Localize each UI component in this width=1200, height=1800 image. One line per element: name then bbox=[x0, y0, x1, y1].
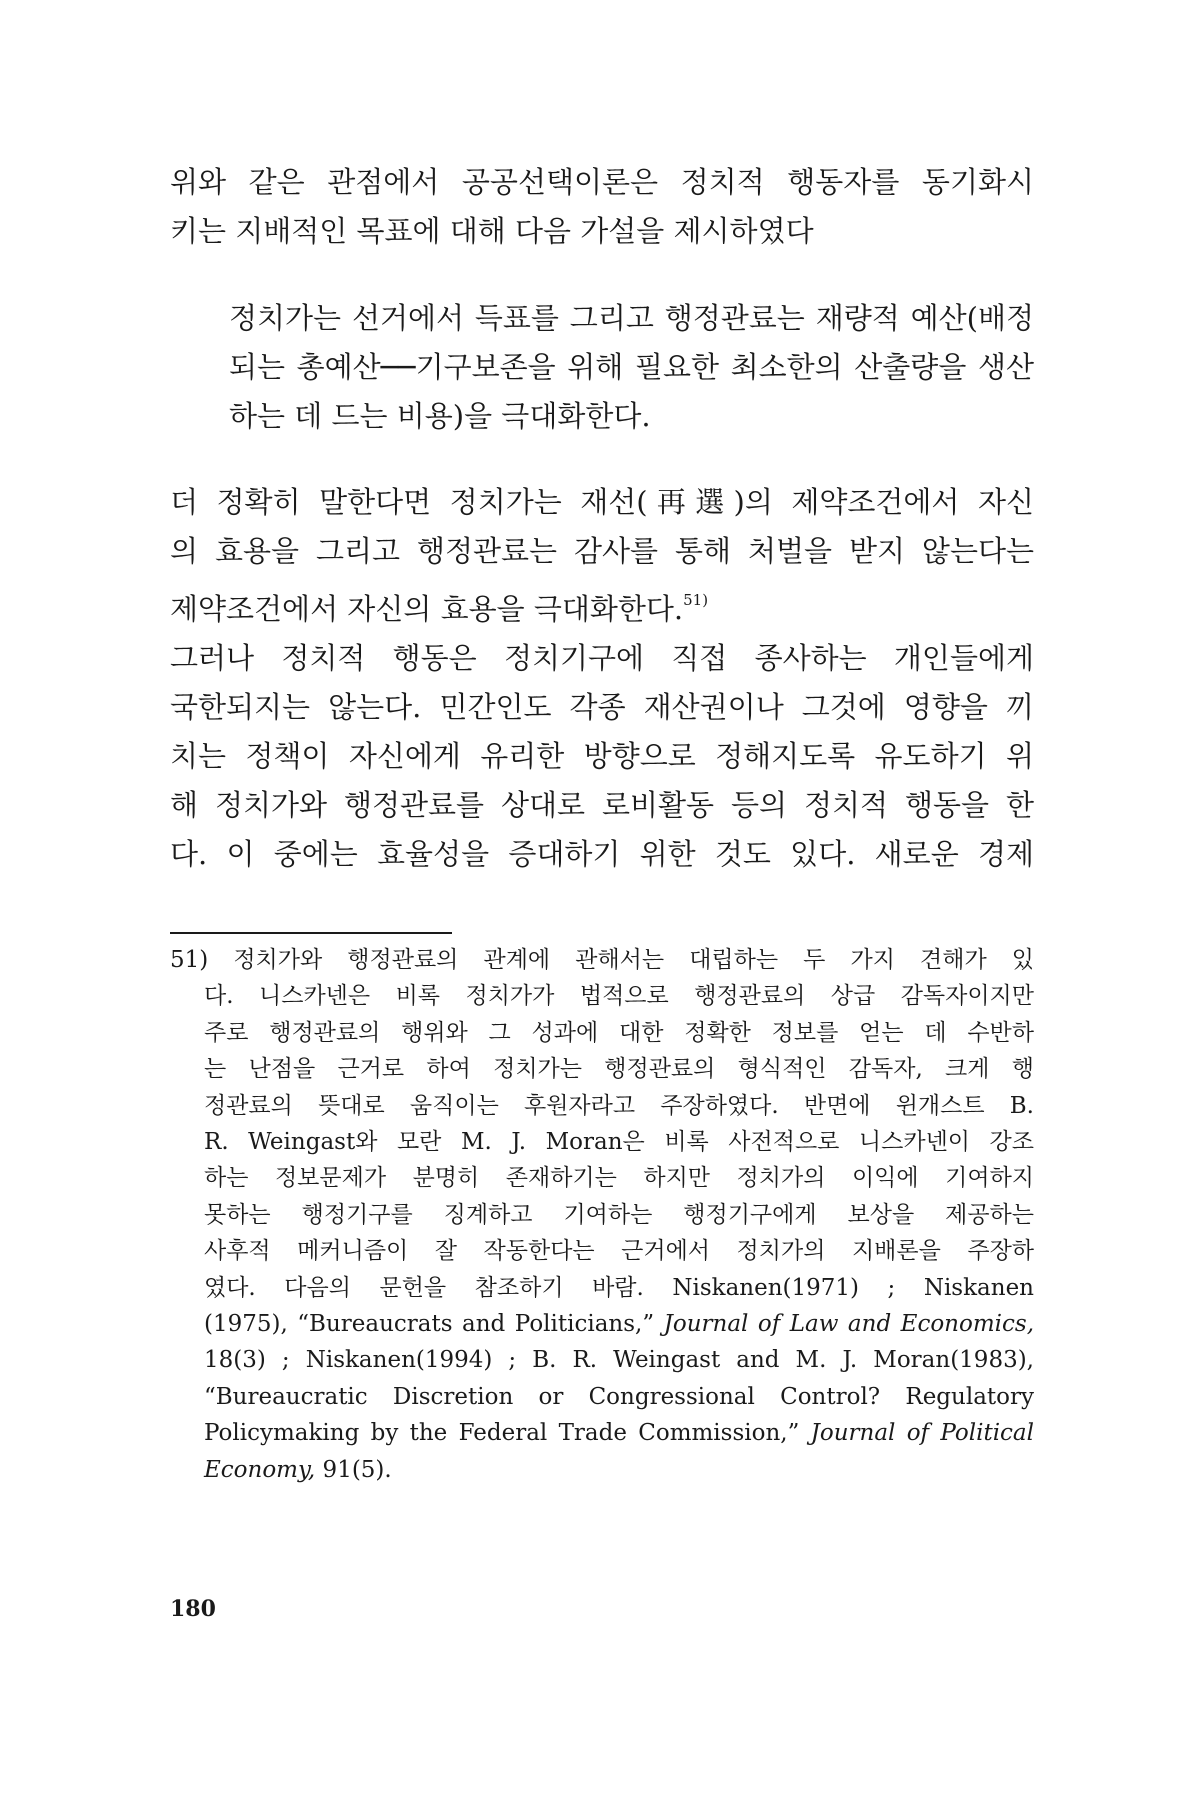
footnote-line: 주로 행정관료의 행위와 그 성과에 대한 정확한 정보를 얻는 데 수반하 bbox=[204, 1019, 1034, 1046]
paragraph-political-action bbox=[170, 634, 1034, 879]
journal-title: Journal of Political bbox=[810, 1420, 1034, 1447]
footnote-line bbox=[170, 1415, 1034, 1451]
footnote-line: 하는 정보문제가 분명히 존재하기는 하지만 정치가의 이익에 기여하지 bbox=[204, 1165, 1034, 1192]
footnote-line bbox=[170, 1452, 1034, 1488]
footnote-line: 사후적 메커니즘이 잘 작동한다는 근거에서 정치가의 지배론을 주장하 bbox=[204, 1238, 1034, 1265]
text-span: 91(5). bbox=[315, 1456, 392, 1483]
page-number: 180 bbox=[170, 1596, 216, 1622]
footnote-line: 였다. 다음의 문헌을 참조하기 바람. Niskanen(1971) ; Niskanen bbox=[204, 1274, 1034, 1301]
text-line bbox=[170, 576, 1034, 634]
footnote-line: 못하는 행정기구를 징계하고 기여하는 행정기구에게 보상을 제공하는 bbox=[204, 1201, 1034, 1228]
footnote-line: 는 난점을 근거로 하여 정치가는 행정관료의 형식적인 감독자, 크게 행 bbox=[204, 1056, 1034, 1083]
text-line: 해 정치가와 행정관료를 상대로 로비활동 등의 정치적 행동을 한 bbox=[170, 788, 1034, 822]
text-line: 그러나 정치적 행동은 정치기구에 직접 종사하는 개인들에게 bbox=[170, 641, 1034, 675]
text-line: 위와 같은 관점에서 공공선택이론은 정치적 행동자를 동기화시 bbox=[170, 165, 1034, 199]
journal-title: Journal of Law and Economics, bbox=[663, 1311, 1035, 1338]
text-line: 정치가는 선거에서 득표를 그리고 행정관료는 재량적 예산(배정 bbox=[229, 301, 1034, 335]
text-line: 키는 지배적인 목표에 대해 다음 가설을 제시하였다 bbox=[170, 214, 814, 248]
footnote-line: R. Weingast와 모란 M. J. Moran은 비록 사전적으로 니스카넨이 강조 bbox=[204, 1129, 1034, 1156]
hypothesis-quote bbox=[229, 294, 1034, 441]
text-span: (1975), “Bureaucrats and Politicians,” bbox=[204, 1311, 664, 1338]
text-line: 하는 데 드는 비용)을 극대화한다. bbox=[229, 399, 651, 433]
journal-title: Economy, bbox=[204, 1456, 316, 1483]
footnote-51 bbox=[170, 942, 1034, 1488]
footnote-line: 18(3) ; Niskanen(1994) ; B. R. Weingast and M. J. Moran(1983), bbox=[204, 1347, 1034, 1374]
footnote-reference[interactable]: 51) bbox=[683, 591, 709, 609]
text-line: 치는 정책이 자신에게 유리한 방향으로 정해지도록 유도하기 위 bbox=[170, 739, 1034, 773]
footnote-line: 다. 니스카넨은 비록 정치가가 법적으로 행정관료의 상급 감독자이지만 bbox=[204, 983, 1034, 1010]
footnote-divider bbox=[170, 932, 452, 934]
text-line: 의 효용을 그리고 행정관료는 감사를 통해 처벌을 받지 않는다는 bbox=[170, 534, 1034, 568]
text-line: 다. 이 중에는 효율성을 증대하기 위한 것도 있다. 새로운 경제 bbox=[170, 837, 1034, 871]
text-line: 더 정확히 말한다면 정치가는 재선(再選)의 제약조건에서 자신 bbox=[170, 485, 1034, 519]
footnote-line bbox=[170, 1306, 1034, 1342]
text-span: 제약조건에서 자신의 효용을 극대화한다. bbox=[170, 592, 684, 626]
paragraph-precise-statement bbox=[170, 478, 1034, 634]
footnote-line: “Bureaucratic Discretion or Congressional Control? Regulatory bbox=[204, 1383, 1034, 1410]
text-line: 되는 총예산──기구보존을 위해 필요한 최소한의 산출량을 생산 bbox=[229, 350, 1034, 384]
intro-paragraph bbox=[170, 158, 1034, 256]
footnote-line: 정관료의 뜻대로 움직이는 후원자라고 주장하였다. 반면에 윈개스트 B. bbox=[204, 1092, 1034, 1119]
text-line: 국한되지는 않는다. 민간인도 각종 재산권이나 그것에 영향을 끼 bbox=[170, 690, 1034, 724]
footnote-line: 51) 정치가와 행정관료의 관계에 관해서는 대립하는 두 가지 견해가 있 bbox=[170, 947, 1034, 973]
text-span: Policymaking by the Federal Trade Commission,” bbox=[204, 1420, 811, 1447]
